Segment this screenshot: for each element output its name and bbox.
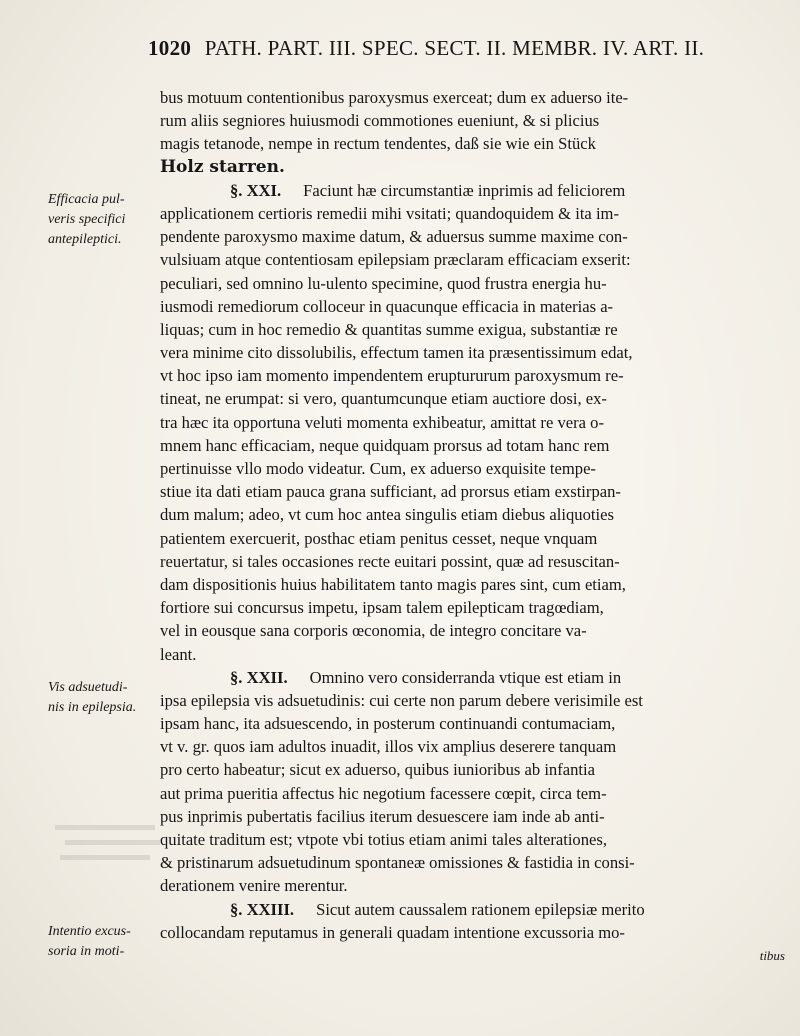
main-text-column [160, 86, 785, 967]
text-line: reuertatur, si tales occasiones recte euitari possint, quæ ad resuscitan- [160, 551, 620, 571]
text-line: vel in eousque sana corporis œconomia, de integro concitare va- [160, 621, 587, 641]
text-line: tineat, ne erumpat: si vero, quantumcunque etiam auctiore dosi, ex- [160, 389, 607, 409]
text-line: pertinuisse vllo modo videatur. Cum, ex aduerso exquisite tempe- [160, 459, 596, 478]
section-heading: §. XXI. [230, 180, 282, 200]
page-number: 1020 [148, 36, 192, 60]
text-line: leant. [160, 644, 197, 664]
text-line: & pristinarum adsuetudinum spontaneæ omissiones & fastidia in consi- [160, 853, 635, 873]
text-line: liquas; cum in hoc remedio & quantitas summe exigua, substantiæ re [160, 319, 618, 339]
text-line: applicationem certioris remedii mihi vsitati; quandoquidem & ita im- [160, 203, 619, 223]
margin-note-efficacia [48, 190, 168, 250]
text-line: bus motuum contentionibus paroxysmus exerceat; dum ex aduerso ite- [160, 88, 629, 107]
text-line: derationem venire merentur. [160, 876, 348, 896]
text-line: stiue ita dati etiam pauca grana sufficiant, ad prorsus etiam exstirpan- [160, 482, 621, 502]
text-line: pendente paroxysmo maxime datum, & aduersus summe maxime con- [160, 227, 628, 247]
margin-note-line: Intentio excus- [48, 924, 131, 939]
section-21-line [160, 179, 785, 202]
text-line: rum aliis segniores huiusmodi commotiones eueniunt, & si plicius [160, 111, 600, 131]
text-line: vt hoc ipso iam momento impendentem eruptururum paroxysmum re- [160, 366, 624, 386]
text-line: vulsiuam atque contentiosam epilepsiam præclaram efficaciam exserit: [160, 250, 631, 270]
text-line: dum malum; adeo, vt cum hoc antea singulis etiam diebus aliquoties [160, 505, 614, 525]
margin-note-line: soria in moti- [48, 944, 125, 959]
text-line: iusmodi remediorum colloceur in quacunque efficacia in materias a- [160, 296, 614, 316]
text-line: Sicut autem caussalem rationem epilepsiæ merito [316, 899, 645, 919]
text-line: Omnino vero considerranda vtique est etiam in [309, 667, 622, 687]
text-line: dam dispositionis huius habilitatem tanto magis pares sint, cum etiam, [160, 574, 626, 594]
text-line: Faciunt hæ circumstantiæ inprimis ad feliciorem [303, 180, 626, 200]
text-line: vt v. gr. quos iam adultos inuadit, illos vix amplius deserere tanquam [160, 737, 617, 757]
text-line: ipsam hanc, ita adsuescendo, in posterum continuandi contumaciam, [160, 714, 616, 734]
text-line: aut prima pueritia affectus hic negotium facessere cœpit, circa tem- [160, 783, 607, 803]
text-line: pro certo habeatur; sicut ex aduerso, quibus iunioribus ab infantia [160, 760, 596, 780]
margin-note-intentio [48, 922, 168, 962]
ink-bleed-through [55, 820, 165, 880]
section-heading: §. XXII. [230, 667, 288, 687]
text-line: collocandam reputamus in generali quadam intentione excussoria mo- [160, 922, 625, 942]
text-line: Holz starren. [160, 156, 285, 177]
margin-note-line: nis in epilepsia. [48, 700, 137, 715]
running-title: PATH. PART. III. SPEC. SECT. II. MEMBR. IV. ART. II. [204, 36, 705, 60]
margin-note-line: Vis adsuetudi- [48, 680, 128, 695]
margin-note-line: Efficacia pul- [48, 192, 125, 207]
text-line: mnem hanc efficaciam, neque quidquam prorsus ad totam hanc rem [160, 435, 610, 455]
text-line: peculiari, sed omnino lu-ulento specimine, quod frustra energia hu- [160, 273, 607, 293]
section-23-line [160, 898, 785, 921]
section-heading: §. XXIII. [230, 899, 295, 919]
margin-note-line: veris specifici [48, 212, 126, 227]
section-22-line [160, 666, 785, 689]
margin-note-adsuetudo [48, 678, 168, 718]
text-line: tra hæc ita opportuna veluti momenta exhibeatur, amittat re vera o- [160, 412, 604, 432]
running-header [148, 36, 788, 61]
text-line: magis tetanode, nempe in rectum tendentes, daß sie wie ein Stück [160, 134, 596, 154]
catchword: tibus [759, 947, 785, 963]
text-line: patientem exercuerit, posthac etiam penitus cesset, neque vnquam [160, 528, 598, 548]
text-line: pus inprimis pubertatis facilius iterum desuescere iam inde ab anti- [160, 806, 605, 826]
text-line: vera minime cito dissolubilis, effectum tamen ita præsentissimum edat, [160, 343, 633, 363]
text-line: fortiore sui concursus impetu, ipsam talem epilepticam tragœdiam, [160, 598, 604, 618]
margin-note-line: antepileptici. [48, 232, 122, 247]
text-line: quitate traditum est; vtpote vbi totius etiam animi tales alterationes, [160, 830, 608, 849]
text-line: ipsa epilepsia vis adsuetudinis: cui certe non parum debere verisimile est [160, 690, 643, 710]
